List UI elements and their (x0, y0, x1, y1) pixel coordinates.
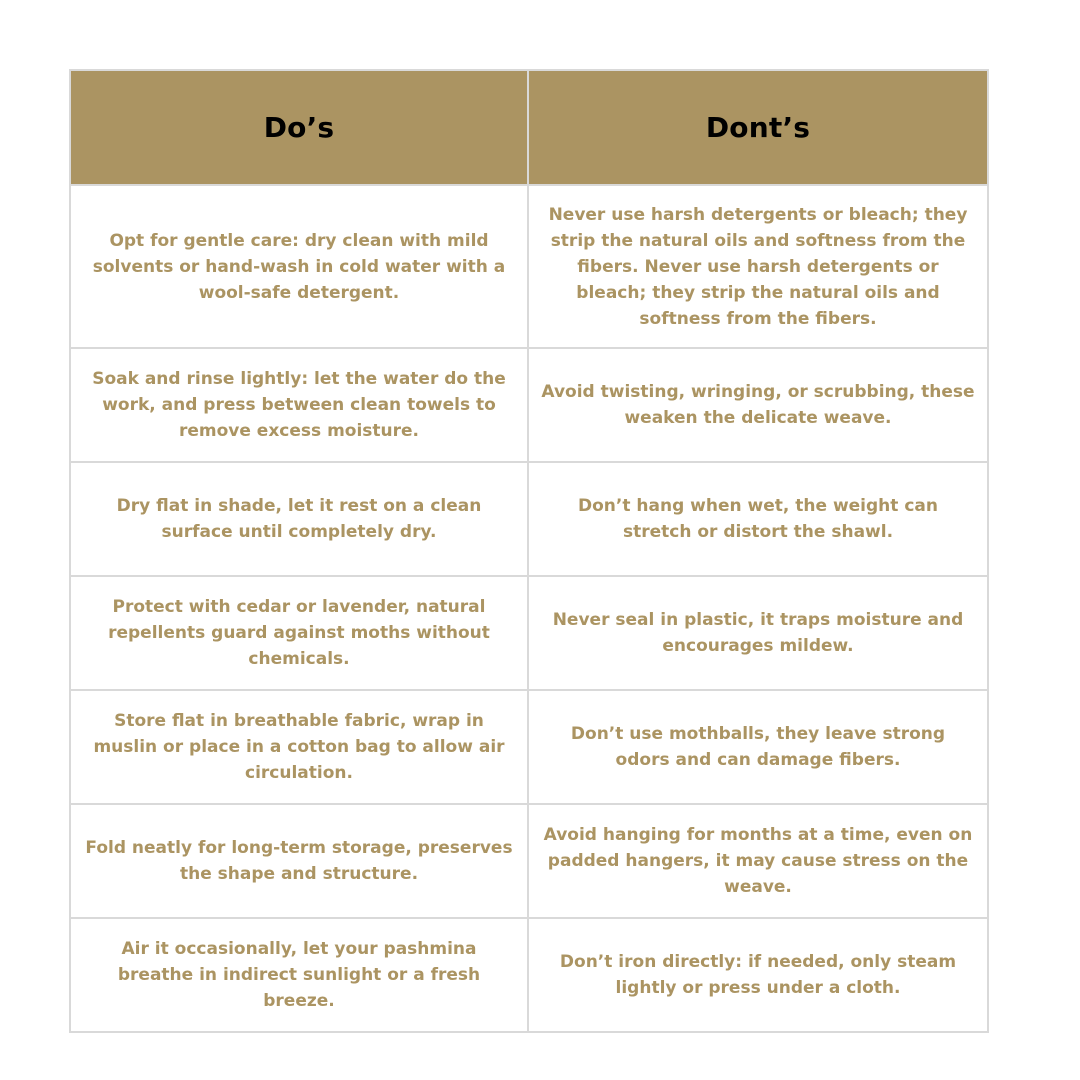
do-cell: Air it occasionally, let your pashmina breathe in indirect sunlight or a fresh breeze. (70, 918, 528, 1032)
dos-donts-table (69, 69, 989, 1033)
table-row (70, 690, 988, 804)
donts-header: Dont’s (528, 70, 988, 185)
do-cell: Opt for gentle care: dry clean with mild solvents or hand-wash in cold water with a wool-safe detergent. (70, 185, 528, 348)
table-row (70, 348, 988, 462)
dont-cell: Never use harsh detergents or bleach; they strip the natural oils and softness from the fibers. Never use harsh detergents or bleach; they strip the natural oils and softness from the fibers. (528, 185, 988, 348)
dont-cell: Never seal in plastic, it traps moisture and encourages mildew. (528, 576, 988, 690)
table-row (70, 185, 988, 348)
dont-cell: Avoid hanging for months at a time, even on padded hangers, it may cause stress on the weave. (528, 804, 988, 918)
table-row (70, 804, 988, 918)
dos-header: Do’s (70, 70, 528, 185)
dont-cell: Don’t hang when wet, the weight can stretch or distort the shawl. (528, 462, 988, 576)
do-cell: Soak and rinse lightly: let the water do the work, and press between clean towels to remove excess moisture. (70, 348, 528, 462)
do-cell: Store flat in breathable fabric, wrap in muslin or place in a cotton bag to allow air circulation. (70, 690, 528, 804)
do-cell: Fold neatly for long-term storage, preserves the shape and structure. (70, 804, 528, 918)
dont-cell: Don’t iron directly: if needed, only steam lightly or press under a cloth. (528, 918, 988, 1032)
table-row (70, 576, 988, 690)
dont-cell: Avoid twisting, wringing, or scrubbing, these weaken the delicate weave. (528, 348, 988, 462)
dont-cell: Don’t use mothballs, they leave strong odors and can damage fibers. (528, 690, 988, 804)
table-row (70, 462, 988, 576)
do-cell: Protect with cedar or lavender, natural repellents guard against moths without chemicals. (70, 576, 528, 690)
table-row (70, 918, 988, 1032)
header-row (70, 70, 988, 185)
table-header (70, 70, 988, 185)
do-cell: Dry flat in shade, let it rest on a clean surface until completely dry. (70, 462, 528, 576)
table-body (70, 185, 988, 1032)
